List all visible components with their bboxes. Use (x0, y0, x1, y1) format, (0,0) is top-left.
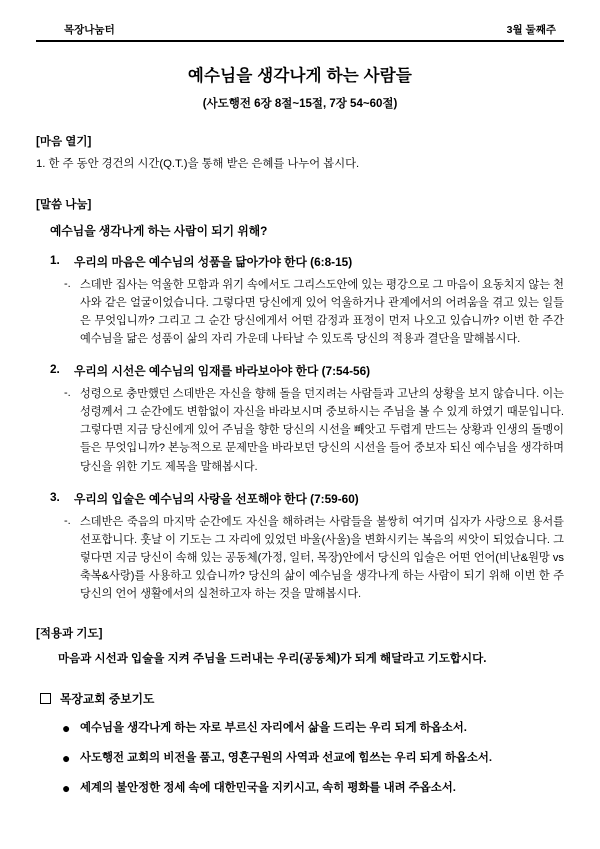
word-question: 예수님을 생각나게 하는 사람이 되기 위해? (50, 223, 268, 238)
point-2-title: 우리의 시선은 예수님의 임재를 바라보아야 한다 (7:54-56) (74, 364, 371, 379)
point-3 (36, 490, 564, 604)
section-heading-open: [마음 열기] (36, 136, 92, 148)
square-bullet-icon (40, 693, 51, 704)
page-subtitle: (사도행전 6장 8절~15절, 7장 54~60절) (202, 98, 398, 110)
point-2-heading (50, 362, 564, 379)
point-1-number: 1. (50, 252, 60, 267)
point-2-text: 성령으로 충만했던 스데반은 자신을 향해 돌을 던지려는 사람들과 고난의 상황을 보지 않습니다. 이는 성령께서 그 순간에도 변함없이 자신을 바라보시며 중보하시는 주님을 볼 수 있게 하였기 때문입니다. 그렇다면 지금 당신에게 있어 주님을 향한 당신의 시선을 빼앗고 두렵게 만드는 상황과 인생의 돌멩이들은 무엇입니까? 본능적으로 문제만을 바라보던 당신의 시선을 들어 중보자 되신 예수님을 생각하며 당신을 위한 기도 제목을 말해봅시다. (80, 388, 564, 473)
header-left-label: 목장나눔터 (64, 24, 115, 36)
header-right-label: 3월 둘째주 (506, 24, 556, 36)
prayer-item-3: 세계의 불안정한 정세 속에 대한민국을 지키시고, 속히 평화를 내려 주옵소서. (80, 782, 456, 795)
prayer-item-1: 예수님을 생각나게 하는 자로 부르신 자리에서 삶을 드리는 우리 되게 하옵소서. (80, 722, 467, 735)
point-1-dash: -. (64, 277, 71, 290)
page-title: 예수님을 생각나게 하는 사람들 (187, 67, 413, 85)
bullet-dot-icon: ● (62, 780, 71, 797)
prayer-item-2: 사도행전 교회의 비전을 품고, 영혼구원의 사역과 선교에 힘쓰는 우리 되게 하옵소서. (80, 752, 493, 765)
list-item (62, 721, 564, 737)
point-1 (36, 253, 564, 349)
point-3-dash: -. (64, 514, 71, 527)
section-heading-apply: [적용과 기도] (36, 628, 103, 641)
page-header (36, 22, 564, 40)
header-divider (36, 40, 564, 42)
point-3-heading (50, 490, 564, 507)
point-3-body (64, 513, 564, 604)
point-2-dash: -. (64, 387, 71, 400)
section-heading-word: [말씀 나눔] (36, 198, 92, 211)
point-1-body (64, 276, 564, 349)
point-2-number: 2. (50, 362, 60, 377)
point-2 (36, 362, 564, 476)
point-1-title: 우리의 마음은 예수님의 성품을 닮아가야 한다 (6:8-15) (74, 254, 353, 269)
point-3-text: 스데반은 죽음의 마지막 순간에도 자신을 해하려는 사람들을 불쌍히 여기며 십자가 사랑으로 용서를 선포합니다. 훗날 이 기도는 그 자리에 있었던 바울(사울)을 변화시키는 복음의 씨앗이 되었습니다. 그렇다면 지금 당신이 속해 있는 공동체(가정, 일터, 목장)안에서 당신의 입술은 어떤 언어(비난&원망 vs 축복&사랑)를 사용하고 있습니까? 당신의 삶이 예수님을 생각나게 하는 사람이 되기 위해 이번 한 주 당신의 언어 생활에서의 실천하고자 하는 것을 말해봅시다. (80, 515, 565, 601)
list-item (62, 781, 564, 797)
point-2-body (64, 385, 564, 476)
point-1-heading (50, 253, 564, 270)
apply-paragraph: 마음과 시선과 입술을 지켜 주님을 드러내는 우리(공동체)가 되게 해달라고 기도합시다. (58, 653, 487, 666)
point-3-number: 3. (50, 489, 60, 504)
bullet-dot-icon: ● (62, 750, 71, 767)
prayer-section-heading (40, 690, 564, 707)
prayer-heading-label: 목장교회 중보기도 (60, 692, 155, 707)
point-3-title: 우리의 입술은 예수님의 사랑을 선포해야 한다 (7:59-60) (74, 491, 359, 506)
bullet-dot-icon: ● (62, 720, 71, 737)
point-1-text: 스데반 집사는 억울한 모함과 위기 속에서도 그리스도안에 있는 평강으로 그 마음이 요동치지 않는 천사와 같은 얼굴이었습니다. 그렇다면 당신에게 있어 억울하거나 관계에서의 어려움을 겪고 있는 일들은 무엇입니까? 그리고 그 순간 당신에게서 어떤 감정과 표정이 먼저 나오고 있습니까? 이번 한 주간 예수님을 닮은 성품이 삶의 자리 가운데 나타날 수 있도록 당신의 적용과 결단을 말해봅시다. (80, 278, 564, 345)
open-paragraph: 1. 한 주 동안 경건의 시간(Q.T.)을 통해 받은 은혜를 나누어 봅시다. (36, 158, 360, 170)
list-item (62, 751, 564, 767)
